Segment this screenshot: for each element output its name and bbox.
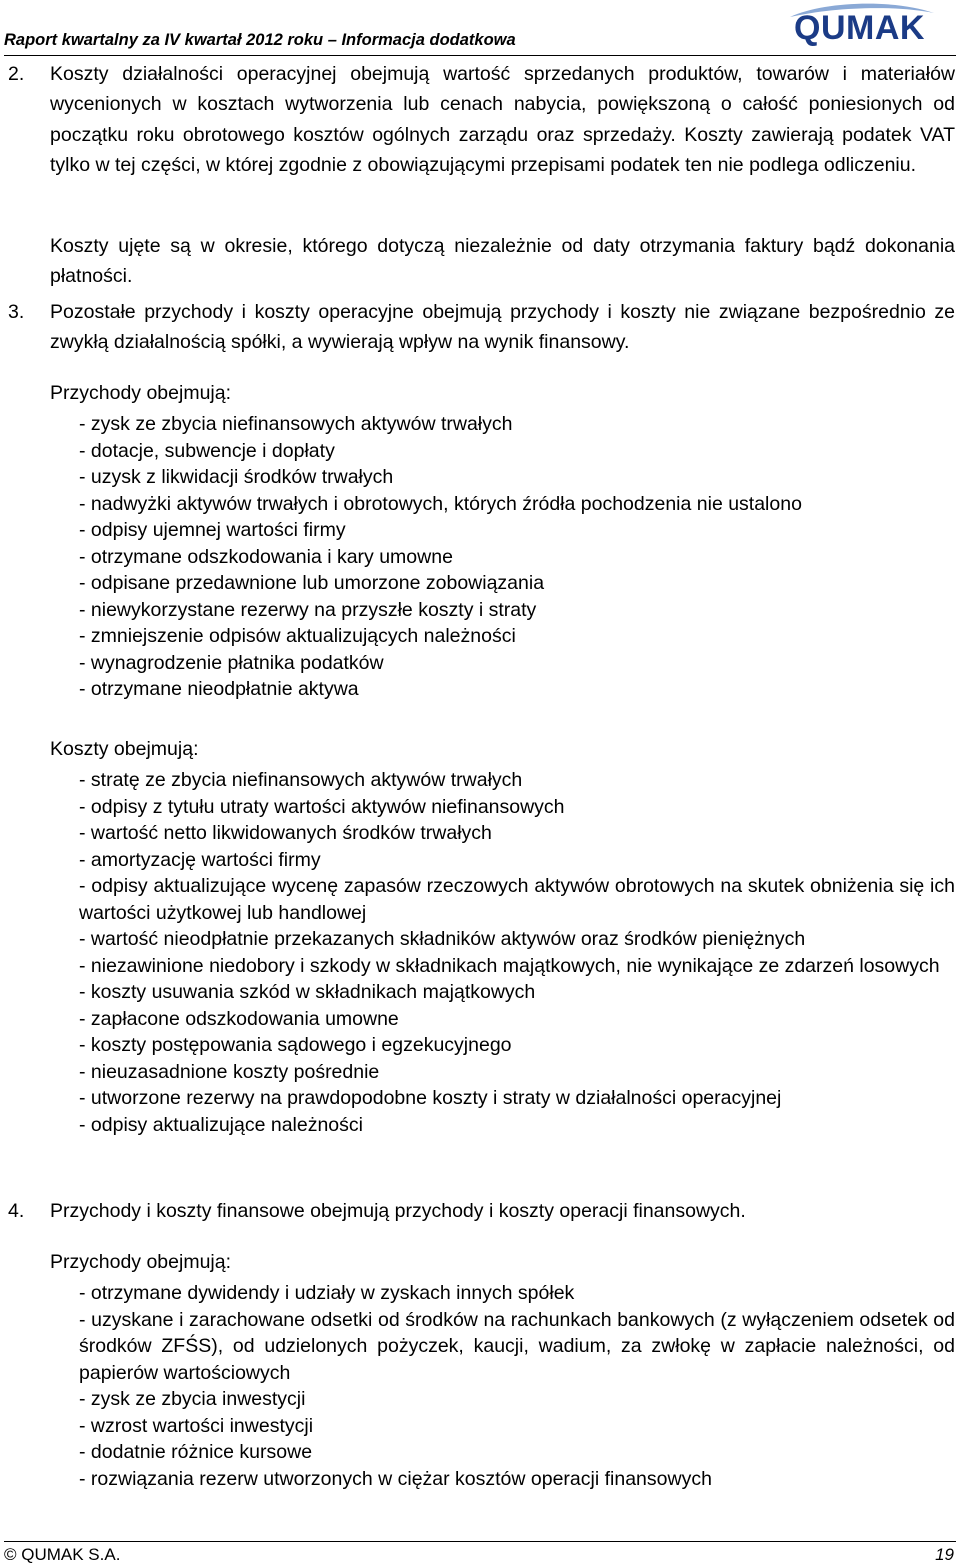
- list-item: - koszty usuwania szkód w składnikach majątkowych: [79, 981, 536, 1003]
- list-item: - niewykorzystane rezerwy na przyszłe koszty i straty: [79, 598, 537, 621]
- list-item: - wzrost wartości inwestycji: [79, 1414, 314, 1437]
- list-item: - dotacje, subwencje i dopłaty: [79, 439, 335, 462]
- list-item: - odpisy aktualizujące wycenę zapasów rzeczowych aktywów obrotowych na skutek obniżenia się ich wartości użytkowej lub handlowej: [79, 875, 955, 924]
- list-item: - zysk ze zbycia niefinansowych aktywów trwałych: [79, 413, 513, 435]
- footer-divider: [4, 1541, 956, 1542]
- section-2-paragraph-2: Koszty ujęte są w okresie, którego dotyczą niezależnie od daty otrzymania faktury bądź dokonania płatności.: [50, 235, 955, 288]
- list-item: - zysk ze zbycia inwestycji: [79, 1388, 306, 1410]
- list-item: - wartość nieodpłatnie przekazanych składników aktywów oraz środków pieniężnych: [79, 928, 806, 950]
- list-item: - odpisy z tytułu utraty wartości aktywów niefinansowych: [79, 795, 565, 818]
- list-item: - rozwiązania rezerw utworzonych w ciężar kosztów operacji finansowych: [79, 1467, 712, 1490]
- list-item: - wartość netto likwidowanych środków trwałych: [79, 822, 492, 844]
- section-3-cost-list: [79, 767, 955, 1138]
- list-item: - wynagrodzenie płatnika podatków: [79, 651, 384, 674]
- list-item: - zapłacone odszkodowania umowne: [79, 1007, 399, 1030]
- section-2-paragraph-1: Koszty działalności operacyjnej obejmują wartość sprzedanych produktów, towarów i materiałów wycenionych w kosztach wytworzenia lub cenach nabycia, powiększoną o całość poniesionych od początku roku obrotowego kosztów ogólnych zarządu oraz sprzedaży. Koszty zawierają podatek VAT tylko w tej części, w której zgodnie z obowiązującymi przepisami podatek ten nie podlega odliczeniu.: [50, 63, 955, 176]
- list-item: - uzyskane i zarachowane odsetki od środków na rachunkach bankowych (z wyłączeniem odsetek od środków ZFŚS), od udzielonych pożyczek, kaucji, wadium, za zwłokę w zapłacie należności, od papierów wartościowych: [79, 1308, 955, 1384]
- report-title: Raport kwartalny za IV kwartał 2012 roku – Informacja dodatkowa: [4, 31, 516, 49]
- list-item: - odpisy aktualizujące należności: [79, 1113, 363, 1136]
- list-item: - otrzymane dywidendy i udziały w zyskach innych spółek: [79, 1282, 575, 1304]
- header-divider-right: [760, 55, 956, 56]
- section-4-income-list: [79, 1280, 955, 1492]
- list-item: - nieuzasadnione koszty pośrednie: [79, 1060, 380, 1083]
- section-2-number: 2.: [8, 63, 25, 85]
- section-4-income-heading: Przychody obejmują:: [50, 1251, 232, 1273]
- page-number: 19: [935, 1545, 954, 1564]
- section-4-number: 4.: [8, 1200, 25, 1222]
- qumak-logo: [784, 3, 944, 53]
- logo-text: QUMAK: [794, 9, 925, 47]
- list-item: - stratę ze zbycia niefinansowych aktywów trwałych: [79, 769, 523, 791]
- section-3-number: 3.: [8, 301, 25, 323]
- section-3-cost-heading: Koszty obejmują:: [50, 738, 199, 760]
- list-item: - otrzymane odszkodowania i kary umowne: [79, 545, 453, 568]
- list-item: - odpisy ujemnej wartości firmy: [79, 519, 346, 541]
- list-item: - zmniejszenie odpisów aktualizujących należności: [79, 625, 516, 647]
- section-3-income-list: [79, 411, 955, 703]
- list-item: - nadwyżki aktywów trwałych i obrotowych, których źródła pochodzenia nie ustalono: [79, 492, 802, 515]
- list-item: - otrzymane nieodpłatnie aktywa: [79, 678, 359, 700]
- header-divider: [4, 55, 760, 56]
- list-item: - niezawinione niedobory i szkody w składnikach majątkowych, nie wynikające ze zdarzeń losowych: [79, 954, 940, 977]
- footer-company: © QUMAK S.A.: [4, 1545, 121, 1564]
- list-item: - amortyzację wartości firmy: [79, 848, 321, 871]
- list-item: - odpisane przedawnione lub umorzone zobowiązania: [79, 572, 545, 594]
- section-3-income-heading: Przychody obejmują:: [50, 382, 232, 404]
- section-4-paragraph-1: Przychody i koszty finansowe obejmują przychody i koszty operacji finansowych.: [50, 1200, 746, 1222]
- list-item: - koszty postępowania sądowego i egzekucyjnego: [79, 1034, 512, 1056]
- list-item: - dodatnie różnice kursowe: [79, 1441, 313, 1463]
- section-3-paragraph-1: Pozostałe przychody i koszty operacyjne obejmują przychody i koszty nie związane bezpośrednio ze zwykłą działalnością spółki, a wywierają wpływ na wynik finansowy.: [50, 301, 955, 354]
- list-item: - uzysk z likwidacji środków trwałych: [79, 466, 394, 488]
- list-item: - utworzone rezerwy na prawdopodobne koszty i straty w działalności operacyjnej: [79, 1087, 782, 1109]
